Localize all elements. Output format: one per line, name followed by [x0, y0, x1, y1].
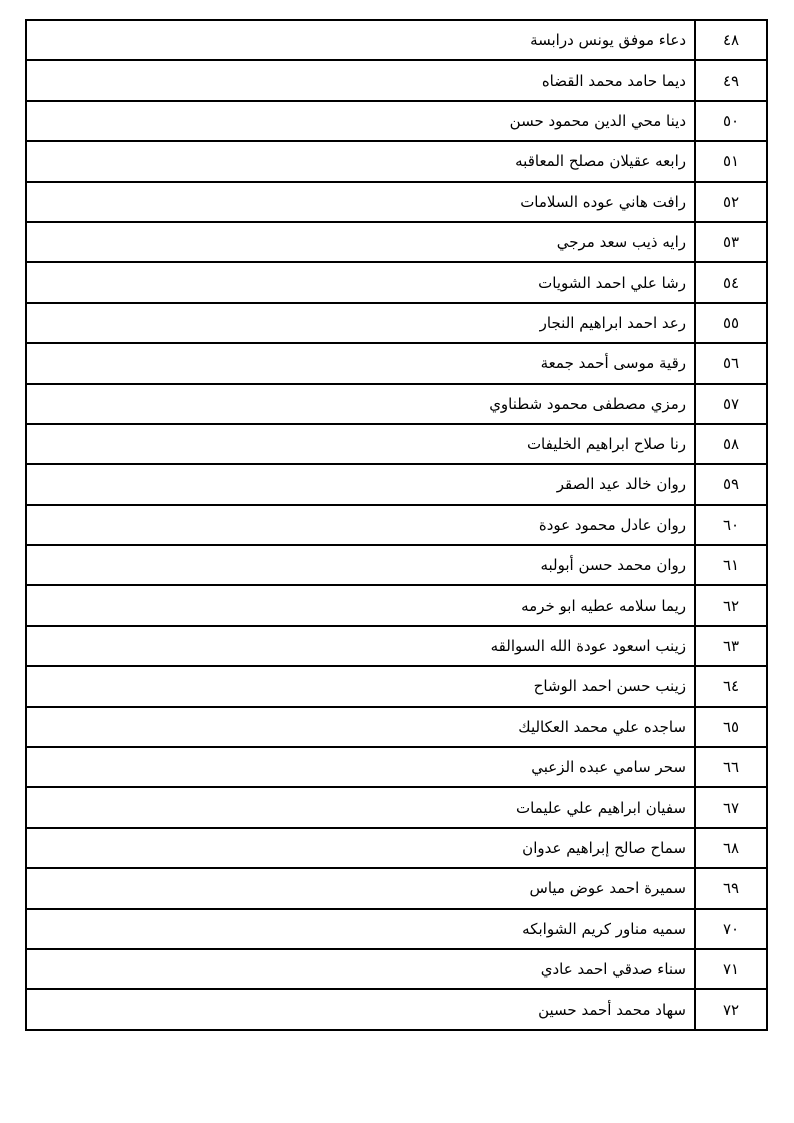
student-name-cell: روان خالد عيد الصقر [26, 464, 695, 504]
table-row [26, 101, 767, 141]
row-number-cell: ٤٩ [695, 60, 767, 100]
student-name-cell: رمزي مصطفى محمود شطناوي [26, 384, 695, 424]
student-name-cell: ديما حامد محمد القضاه [26, 60, 695, 100]
table-row [26, 20, 767, 60]
student-name-cell: رابعه عقيلان مصلح المعاقبه [26, 141, 695, 181]
row-number-cell: ٥٤ [695, 262, 767, 302]
table-row [26, 626, 767, 666]
table-row [26, 464, 767, 504]
row-number-cell: ٤٨ [695, 20, 767, 60]
table-row [26, 949, 767, 989]
row-number-cell: ٥٧ [695, 384, 767, 424]
table-row [26, 747, 767, 787]
student-name-cell: سهاد محمد أحمد حسين [26, 989, 695, 1029]
student-name-cell: دينا محي الدين محمود حسن [26, 101, 695, 141]
student-name-cell: روان محمد حسن أبولبه [26, 545, 695, 585]
student-name-cell: روان عادل محمود عودة [26, 505, 695, 545]
table-row [26, 585, 767, 625]
student-name-cell: سميرة احمد عوض مياس [26, 868, 695, 908]
table-row [26, 141, 767, 181]
table-row [26, 909, 767, 949]
row-number-cell: ٧١ [695, 949, 767, 989]
table-row [26, 343, 767, 383]
table-row [26, 545, 767, 585]
student-name-cell: دعاء موفق يونس درابسة [26, 20, 695, 60]
table-row [26, 505, 767, 545]
student-name-cell: سحر سامي عبده الزعبي [26, 747, 695, 787]
student-name-cell: رافت هاني عوده السلامات [26, 182, 695, 222]
row-number-cell: ٦٤ [695, 666, 767, 706]
row-number-cell: ٥٠ [695, 101, 767, 141]
row-number-cell: ٥٨ [695, 424, 767, 464]
table-row [26, 262, 767, 302]
table-row [26, 182, 767, 222]
row-number-cell: ٥٥ [695, 303, 767, 343]
table-row [26, 989, 767, 1029]
student-name-cell: سفيان ابراهيم علي عليمات [26, 787, 695, 827]
table-row [26, 707, 767, 747]
student-name-cell: رعد احمد ابراهيم النجار [26, 303, 695, 343]
student-name-cell: زينب اسعود عودة الله السوالقه [26, 626, 695, 666]
row-number-cell: ٦٨ [695, 828, 767, 868]
row-number-cell: ٦٠ [695, 505, 767, 545]
table-row [26, 787, 767, 827]
names-table [25, 19, 768, 1031]
row-number-cell: ٥٣ [695, 222, 767, 262]
student-name-cell: رقية موسى أحمد جمعة [26, 343, 695, 383]
row-number-cell: ٥٩ [695, 464, 767, 504]
row-number-cell: ٧٢ [695, 989, 767, 1029]
table-row [26, 222, 767, 262]
table-row [26, 868, 767, 908]
table-row [26, 384, 767, 424]
student-name-cell: سناء صدقي احمد عادي [26, 949, 695, 989]
row-number-cell: ٦٢ [695, 585, 767, 625]
row-number-cell: ٦٣ [695, 626, 767, 666]
row-number-cell: ٥١ [695, 141, 767, 181]
student-name-cell: سميه مناور كريم الشوابكه [26, 909, 695, 949]
table-row [26, 666, 767, 706]
row-number-cell: ٧٠ [695, 909, 767, 949]
row-number-cell: ٦٧ [695, 787, 767, 827]
names-table-body [26, 20, 767, 1030]
student-name-cell: سماح صالح إبراهيم عدوان [26, 828, 695, 868]
row-number-cell: ٥٢ [695, 182, 767, 222]
student-name-cell: رشا علي احمد الشويات [26, 262, 695, 302]
student-name-cell: زينب حسن احمد الوشاح [26, 666, 695, 706]
names-table-container [25, 19, 768, 1031]
table-row [26, 60, 767, 100]
table-row [26, 828, 767, 868]
student-name-cell: ريما سلامه عطيه ابو خرمه [26, 585, 695, 625]
table-row [26, 303, 767, 343]
student-name-cell: ساجده علي محمد العكاليك [26, 707, 695, 747]
table-row [26, 424, 767, 464]
student-name-cell: رايه ذيب سعد مرجي [26, 222, 695, 262]
student-name-cell: رنا صلاح ابراهيم الخليفات [26, 424, 695, 464]
row-number-cell: ٦٩ [695, 868, 767, 908]
row-number-cell: ٦٥ [695, 707, 767, 747]
row-number-cell: ٥٦ [695, 343, 767, 383]
row-number-cell: ٦١ [695, 545, 767, 585]
row-number-cell: ٦٦ [695, 747, 767, 787]
